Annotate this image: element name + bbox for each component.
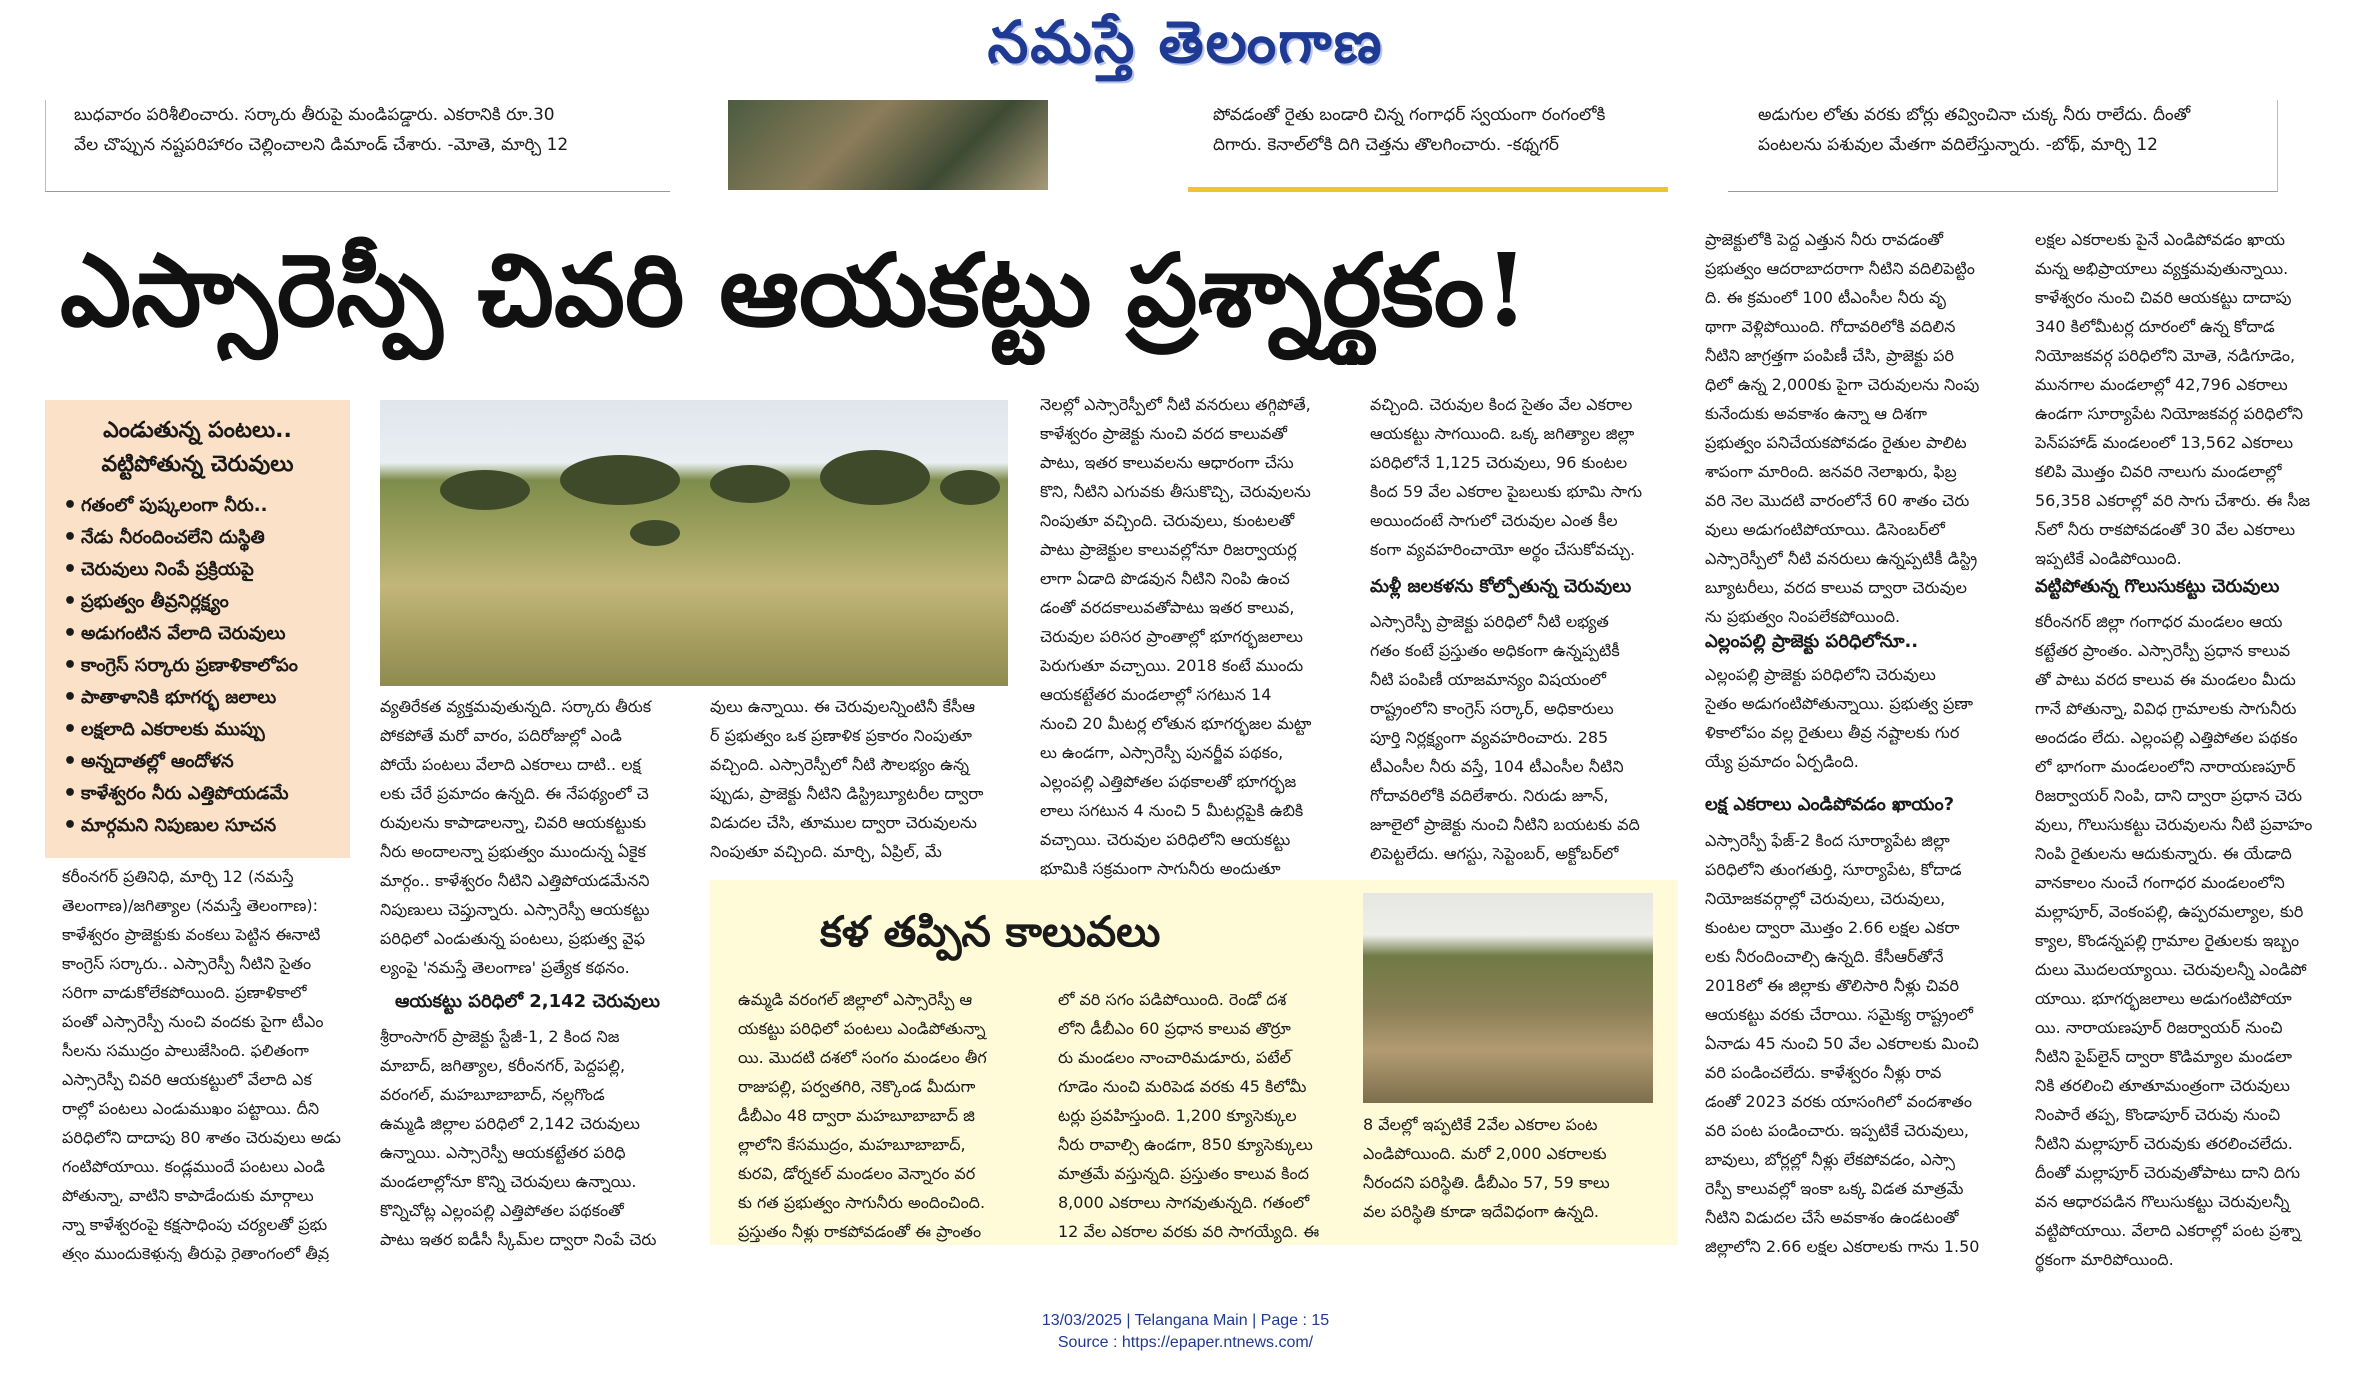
text-line: ఆయకట్టు వరకు చేరాయి. సమైక్య రాష్ట్రంలో	[1705, 1005, 1974, 1024]
text-line: భూమికి సక్రమంగా సాగునీరు అందుతూ	[1040, 859, 1281, 878]
text-line: వులు, గొలుసుకట్టు చెరువులను నీటి ప్రవాహం	[2035, 815, 2313, 834]
article-column-1	[62, 862, 362, 1262]
highlight-item: • ప్రభుత్వం తీవ్రనిర్లక్ష్యం	[61, 586, 334, 618]
text-line: కొని, నీటిని ఎగువకు తీసుకొచ్చి, చెరువులను	[1040, 482, 1311, 501]
highlights-title-line2: వట్టిపోతున్న చెరువులు	[101, 452, 294, 477]
text-line: ధిలో ఉన్న 2,000కు పైగా చెరువులను నింపు	[1705, 375, 1980, 394]
text-line: వరి నెల మొదటి వారంలోనే 60 శాతం చెరు	[1705, 491, 1970, 510]
canals-feature-title: కళ తప్పిన కాలువలు	[820, 907, 1161, 956]
text-line: ప్రభుత్వం ఆదరాబాదరాగా నీటిని వదిలిపెట్టిం	[1705, 259, 1975, 278]
text-line: కుంటల ద్వారా మొత్తం 2.66 లక్షల ఎకరా	[1705, 918, 1960, 937]
text-line: కట్టేతర ప్రాంతం. ఎస్సారెస్పీ ప్రధాన కాలువ	[2035, 641, 2291, 660]
highlight-item: • అన్నదాతల్లో ఆందోళన	[61, 746, 334, 778]
text-line: లకు చేరే ప్రమాదం ఉన్నది. ఈ నేపథ్యంలో చె	[380, 784, 649, 803]
article-column-4	[1040, 390, 1350, 885]
text-line: లోని డీబీఎం 60 ప్రధాన కాలువ తొర్రూ	[1058, 1019, 1291, 1038]
text-line: పాటు ప్రాజెక్టుల కాలువల్లోనూ రిజర్వాయర్ల	[1040, 540, 1297, 559]
footer-source-link[interactable]: Source : https://epaper.ntnews.com/	[1057, 1334, 1314, 1351]
text-line: వచ్చింది. చెరువుల కింద సైతం వేల ఎకరాల	[1370, 395, 1633, 414]
text-line: లో వరి సగం పడిపోయింది. రెండో దశ	[1058, 990, 1287, 1009]
text-line: మునగాల మండలాల్లో 42,796 ఎకరాలు	[2035, 375, 2288, 394]
text-line: లు ఉండగా, ఎస్సారెస్పీ పునర్జీవ పథకం,	[1040, 743, 1284, 762]
text-line: తెలంగాణ)/జగిత్యాల (నమస్తే తెలంగాణ):	[62, 896, 318, 915]
text-line: 8,000 ఎకరాలు సాగవుతున్నది. గతంలో	[1058, 1193, 1310, 1212]
text-line: నీరు రావాల్సి ఉండగా, 850 క్యూసెక్కులు	[1058, 1135, 1313, 1154]
text-line: వరి పంట పండించారు. ఇప్పటికే చెరువులు,	[1705, 1121, 1970, 1140]
text-line: కొన్నిచోట్ల ఎల్లంపల్లి ఎత్తిపోతల పథకంతో	[380, 1201, 624, 1220]
strip-photo	[728, 100, 1048, 190]
text-line: లో భాగంగా మండలంలోని నారాయణపూర్	[2035, 757, 2296, 776]
text-line: కాంగ్రెస్ సర్కారు.. ఎస్సారెస్పీ నీటిని సైతం	[62, 954, 312, 973]
text-line: డీబీఎం 48 ద్వారా మహబూబాబాద్ జి	[738, 1106, 975, 1125]
text-line: నీరు అందాలన్నా ప్రభుత్వం ముందున్న ఏకైక	[380, 842, 646, 861]
text-line: మల్లాపూర్, వెంకంపల్లి, ఉప్పరమల్యాల, కురి	[2035, 902, 2304, 921]
highlight-item: • పాతాళానికి భూగర్భ జలాలు	[61, 682, 334, 714]
text-line: పాటు, ఇతర కాలువలను ఆధారంగా చేసు	[1040, 453, 1294, 472]
text-line: నీటిని విడుదల చేసే అవకాశం ఉండటంతో	[1705, 1208, 1959, 1227]
text-line: యాయి. భూగర్భజలాలు అడుగంటిపోయా	[2035, 989, 2292, 1008]
text-line: రాల్లో పంటలు ఎండుముఖం పట్టాయి. దీని	[62, 1099, 320, 1118]
article-column-3	[710, 692, 1030, 872]
dry-field-photo	[380, 400, 1008, 686]
text-line: విడుదల చేసి, తూముల ద్వారా చెరువులను	[710, 813, 977, 832]
text-line: మన్న అభిప్రాయాలు వ్యక్తమవుతున్నాయి.	[2035, 259, 2289, 278]
newspaper-masthead: నమస్తే తెలంగాణ	[987, 8, 1384, 76]
text-line: యి. మొదటి దశలో సంగం మండలం తీగ	[738, 1048, 987, 1067]
text-line: పరిధిలోని దాదాపు 80 శాతం చెరువులు అడు	[62, 1128, 341, 1147]
text-line: ఎస్సారెస్పీ ప్రాజెక్టు పరిధిలో నీటి లభ్యత	[1370, 612, 1609, 631]
text-line: నీటిని మల్లాపూర్ చెరువుకు తరలించలేదు.	[2035, 1134, 2293, 1153]
text-line: పెన్‌పహాడ్ మండలంలో 13,562 ఎకరాలు	[2035, 433, 2293, 452]
column-5-subheading: మళ్లీ జలకళను కోల్పోతున్న చెరువులు	[1370, 576, 1632, 597]
text-line: అయిందంటే సాగులో చెరువుల ఎంత కీల	[1370, 511, 1618, 530]
text-line: యకట్టు పరిధిలో పంటలు ఎండిపోతున్నా	[738, 1019, 986, 1038]
text-line: వన ఆధారపడిన గొలుసుకట్టు చెరువులన్నీ	[2035, 1192, 2290, 1211]
text-line: కునేందుకు అవకాశం ఉన్నా ఆ దిశగా	[1705, 404, 1927, 423]
text-line: శ్రీరాంసాగర్ ప్రాజెక్టు స్టేజీ-1, 2 కింద నిజ	[380, 1027, 620, 1046]
text-line: బావులు, బోర్లల్లో నీళ్లు లేకపోవడం, ఎస్సా	[1705, 1150, 1956, 1169]
article-column-6-continued	[1705, 660, 2015, 780]
text-line: కాళేశ్వరం ప్రాజెక్టుకు వంకలు పెట్టిన ఈనాటి	[62, 925, 321, 944]
text-line: లాగా ఏడాది పొడవున నీటిని నింపి ఉంచ	[1040, 569, 1290, 588]
text-line: నింపి రైతులను ఆదుకున్నారు. ఈ యేడాది	[2035, 844, 2292, 863]
text-line: నెలల్లో ఎస్సారెస్పీలో నీటి వనరులు తగ్గిపోతే,	[1040, 395, 1311, 414]
text-line: నింపుతూ వచ్చింది. చెరువులు, కుంటలతో	[1040, 511, 1295, 530]
text-line: మండలాల్లోనూ కొన్ని చెరువులు ఉన్నాయి.	[380, 1172, 637, 1191]
text-line: ప్రాజెక్టులోకి పెద్ద ఎత్తున నీరు రావడంతో	[1705, 230, 1944, 249]
text-line: సీలను సముద్రం పాలుజేసింది. ఫలితంగా	[62, 1041, 309, 1060]
text-line: కలిపి మొత్తం చివరి నాలుగు మండలాల్లో	[2035, 462, 2282, 481]
highlight-item: • చెరువులు నింపే ప్రక్రియపై	[61, 554, 334, 586]
text-line: ఏనాడు 45 నుంచి 50 వేల ఎకరాలకు మించి	[1705, 1034, 1979, 1053]
text-line: పాటు ఇతర ఐడీసీ స్కీమ్‌ల ద్వారా నింపే చెరు	[380, 1230, 657, 1249]
text-line: ఎస్సారెస్పీ చివరి ఆయకట్టులో వేలాది ఎక	[62, 1070, 312, 1089]
text-line: వ్యతిరేకత వ్యక్తమవుతున్నది. సర్కారు తీరుక	[380, 697, 652, 716]
highlight-item: • కాంగ్రెస్ సర్కారు ప్రణాళికాలోపం	[61, 650, 334, 682]
text-line: టర్లు ప్రవహిస్తుంది. 1,200 క్యూసెక్కుల	[1058, 1106, 1297, 1125]
canals-column-c	[1363, 1110, 1668, 1240]
text-line: న్‌లో నీరు రాకపోవడంతో 30 వేల ఎకరాలు	[2035, 520, 2296, 539]
text-line: ఎస్సారెస్పీలో నీటి వనరులు ఉన్నప్పటికీ డిస్ట్రి	[1705, 549, 1978, 568]
text-line: పోతున్నా, వాటిని కాపాడేందుకు మార్గాలు	[62, 1186, 314, 1205]
text-line: ఎల్లంపల్లి ప్రాజెక్టు పరిధిలోని చెరువులు	[1705, 665, 1936, 684]
text-line: నియోజకవర్గ పరిధిలోని మోతె, నడిగూడెం,	[2035, 346, 2296, 365]
text-line: ను ప్రభుత్వం నింపలేకపోయింది.	[1705, 607, 1901, 626]
footer-date-edition: 13/03/2025 | Telangana Main | Page : 15	[1041, 1312, 1330, 1329]
text-line: ఉమ్మడి వరంగల్ జిల్లాలో ఎస్సారెస్పీ ఆ	[738, 990, 973, 1009]
text-line: గోదావరిలోకి వదిలేశారు. నిరుడు జూన్,	[1370, 786, 1609, 805]
text-line: ప్రస్తుతం నీళ్లు రాకపోవడంతో ఈ ప్రాంతం	[738, 1222, 982, 1241]
text-line: లక్షల ఎకరాలకు పైనే ఎండిపోవడం ఖాయ	[2035, 230, 2285, 249]
text-line: జిల్లాలోని 2.66 లక్షల ఎకరాలకు గాను 1.50	[1705, 1237, 1980, 1256]
text-line: ది. ఈ క్రమంలో 100 టీఎంసీల నీరు వృ	[1705, 288, 1946, 307]
text-line: కాళేశ్వరం ప్రాజెక్టు నుంచి వరద కాలువతో	[1040, 424, 1288, 443]
text-line: వల పరిస్థితి కూడా ఇదేవిధంగా ఉన్నది.	[1363, 1202, 1600, 1221]
text-line: వానకాలం నుంచే గంగాధర మండలంలోని	[2035, 873, 2285, 892]
text-line: పోయే పంటలు వేలాది ఎకరాలు దాటి.. లక్ష	[380, 755, 641, 774]
text-line: రెస్పీ కాలువల్లో ఇంకా ఒక్క విడత మాత్రమే	[1705, 1179, 1964, 1198]
text-line: రాష్ట్రంలోని కాంగ్రెస్ సర్కార్, అధికారులు	[1370, 699, 1614, 718]
text-line: ఉండగా సూర్యాపేట నియోజకవర్గ పరిధిలోని	[2035, 404, 2303, 423]
text-line: కు గత ప్రభుత్వం సాగునీరు అందించింది.	[738, 1193, 986, 1212]
text-line: ఎస్సారెస్పీ ఫేజ్-2 కింద సూర్యాపేట జిల్లా	[1705, 831, 1950, 850]
text-line: క్యాల, కొండన్నపల్లి గ్రామాల రైతులకు ఇబ్బం	[2035, 931, 2300, 950]
text-line: ఉన్నాయి. ఎస్సారెస్పీ ఆయకట్టేతర పరిధి	[380, 1143, 626, 1162]
text-line: వేల చొప్పున నష్టపరిహారం చెల్లించాలని డిమాండ్ చేశారు. -మోతె, మార్చి 12	[74, 135, 569, 155]
text-line: లాలు సగటున 4 నుంచి 5 మీటర్లపైకి ఉబికి	[1040, 801, 1304, 820]
article-column-2-continued	[380, 1022, 690, 1262]
text-line: పరిధిలోనే 1,125 చెరువులు, 96 కుంటల	[1370, 453, 1628, 472]
text-line: వచ్చాయి. చెరువుల పరిధిలోని ఆయకట్టు	[1040, 830, 1291, 849]
text-line: త్వం ముందుకెళ్తున్న తీరుపై రైతాంగంలో తీవ్ర	[62, 1244, 330, 1262]
text-line: ప్రభుత్వం పనిచేయకపోవడం రైతుల పాలిట	[1705, 433, 1967, 452]
text-line: నీటిని పైప్‌లైన్ ద్వారా కొడిమ్యాల మండలా	[2035, 1047, 2292, 1066]
text-line: దీంతో మల్లాపూర్ చెరువుతోపాటు దాని దిగు	[2035, 1163, 2301, 1182]
text-line: కంగా వ్యవహరించాయో అర్థం చేసుకోవచ్చు.	[1370, 540, 1636, 559]
text-line: ఉమ్మడి జిల్లాల పరిధిలో 2,142 చెరువులు	[380, 1114, 640, 1133]
text-line: గూడెం నుంచి మరిపెడ వరకు 45 కిలోమీ	[1058, 1077, 1307, 1096]
text-line: 12 వేల ఎకరాల వరకు వరి సాగయ్యేది. ఈ	[1058, 1222, 1320, 1241]
article-column-5-continued	[1370, 607, 1680, 872]
text-line: కరీంనగర్ జిల్లా గంగాధర మండలం ఆయ	[2035, 612, 2283, 631]
text-line: వచ్చింది. ఎస్సారెస్పీలో నీటి సౌలభ్యం ఉన్న	[710, 755, 969, 774]
text-line: నింపుతూ వచ్చింది. మార్చి, ఏప్రిల్, మే	[710, 842, 942, 861]
text-line: చెరువుల పరిసర ప్రాంతాల్లో భూగర్భజలాలు	[1040, 627, 1303, 646]
text-line: సరిగా వాడుకోలేకపోయింది. ప్రణాళికాలో	[62, 983, 307, 1002]
page-footer	[0, 1310, 2371, 1354]
text-line: 2018లో ఈ జిల్లాకు తొలిసారి నీళ్లు చివరి	[1705, 976, 1960, 995]
text-line: వరంగల్, మహబూబాబాద్, నల్లగొండ	[380, 1085, 605, 1104]
text-line: రు మండలం నాంచారిమడూరు, పటేల్	[1058, 1048, 1291, 1067]
text-line: వులు అడుగంటిపోయాయి. డిసెంబర్‌లో	[1705, 520, 1945, 539]
highlight-item: • మార్గమని నిపుణుల సూచన	[61, 810, 334, 842]
text-line: నికి తరలించి తూతూమంత్రంగా చెరువులు	[2035, 1076, 2290, 1095]
article-column-7-continued	[2035, 607, 2350, 1277]
article-column-7	[2035, 225, 2350, 575]
text-line: జూలైలో ప్రాజెక్టు నుంచి నీటిని బయటకు వది	[1370, 815, 1640, 834]
previous-article-strip-left	[45, 100, 670, 192]
text-line: డంతో వరదకాలువతోపాటు ఇతర కాలువ,	[1040, 598, 1295, 617]
text-line: శాపంగా మారింది. జనవరి నెలాఖరు, ఫిబ్ర	[1705, 462, 1957, 481]
highlight-item: • గతంలో పుష్కలంగా నీరు..	[61, 490, 334, 522]
text-line: ఎండిపోయింది. మరో 2,000 ఎకరాలకు	[1363, 1144, 1607, 1163]
text-line: టీఎంసీల నీరు వస్తే, 104 టీఎంసీల నీటిని	[1370, 757, 1624, 776]
text-line: కాళేశ్వరం నుంచి చివరి ఆయకట్టు దాదాపు	[2035, 288, 2292, 307]
highlights-title-line1: ఎండుతున్న పంటలు..	[103, 418, 292, 443]
text-line: వులు ఉన్నాయి. ఈ చెరువులన్నింటినీ కేసీఆ	[710, 697, 975, 716]
text-line: య్యే ప్రమాదం ఏర్పడింది.	[1705, 752, 1859, 771]
text-line: నీటి పంపిణీ యాజమాన్యం విషయంలో	[1370, 670, 1606, 689]
text-line: ఎల్లంపల్లి ఎత్తిపోతల పథకాలతో భూగర్భజ	[1040, 772, 1297, 791]
text-line: థాగా వెళ్లిపోయింది. గోదావరిలోకి వదిలిన	[1705, 317, 1956, 336]
article-column-6-continued-2	[1705, 826, 2015, 1266]
text-line: ప్పుడు, ప్రాజెక్టు నీటిని డిస్ట్రిబ్యూటరీల ద్వారా	[710, 784, 984, 803]
text-line: నీరందని పరిస్థితి. డీబీఎం 57, 59 కాలు	[1363, 1173, 1610, 1192]
text-line: వరి పండించలేదు. కాళేశ్వరం నీళ్లు రావ	[1705, 1063, 1942, 1082]
dry-canal-photo	[1363, 893, 1653, 1103]
text-line: ళికాలోపం వల్ల రైతులు తీవ్ర నష్టాలకు గుర	[1705, 723, 1960, 742]
text-line: నిపుణులు చెప్తున్నారు. ఎస్సారెస్పీ ఆయకట్టు	[380, 900, 650, 919]
text-line: యి. నారాయణపూర్ రిజర్వాయర్ నుంచి	[2035, 1018, 2283, 1037]
text-line: రిజర్వాయర్ నింపి, దాని ద్వారా ప్రధాన చెరు	[2035, 786, 2303, 805]
text-line: 340 కిలోమీటర్ల దూరంలో ఉన్న కోదాడ	[2035, 317, 2275, 336]
column-6-subheading-2: లక్ష ఎకరాలు ఎండిపోవడం ఖాయం?	[1705, 794, 1955, 815]
text-line: న్నా కాళేశ్వరంపై కక్షసాధింపు చర్యలతో ప్రభు	[62, 1215, 328, 1234]
text-line: మాబాద్, జగిత్యాల, కరీంనగర్, పెద్దపల్లి,	[380, 1056, 626, 1075]
text-line: పంటలను పశువుల మేతగా వదిలేస్తున్నారు. -బోథ్, మార్చి 12	[1758, 135, 2158, 155]
text-line: నియోజకవర్గాల్లో చెరువులు, చెరువులు,	[1705, 889, 1946, 908]
article-column-5	[1370, 390, 1680, 570]
article-column-6	[1705, 225, 2015, 635]
text-line: మాత్రమే వస్తున్నది. ప్రస్తుతం కాలువ కింద	[1058, 1164, 1309, 1183]
article-column-2	[380, 692, 690, 982]
text-line: అందడం లేదు. ఎల్లంపల్లి ఎత్తిపోతల పథకం	[2035, 728, 2298, 747]
column-7-subheading: వట్టిపోతున్న గొలుసుకట్టు చెరువులు	[2035, 576, 2280, 597]
text-line: పూర్తి నిర్లక్ష్యంగా వ్యవహరించారు. 285	[1370, 728, 1609, 747]
main-headline: ఎస్సారెస్పీ చివరి ఆయకట్టు ప్రశ్నార్థకం!	[60, 231, 1529, 349]
text-line: పరిధిలోని తుంగతుర్తి, సూర్యాపేట, కోదాడ	[1705, 860, 1962, 879]
text-line: గతం కంటే ప్రస్తుతం అధికంగా ఉన్నప్పటికీ	[1370, 641, 1620, 660]
text-line: ఇప్పటికే ఎండిపోయింది.	[2035, 549, 2182, 568]
text-line: డంతో 2023 వరకు యాసంగిలో వందశాతం	[1705, 1092, 1972, 1111]
canals-column-b	[1058, 985, 1358, 1255]
text-line: బ్యూటరీలు, వరద కాలువ ద్వారా చెరువుల	[1705, 578, 1967, 597]
text-line: రాజుపల్లి, పర్వతగిరి, నెక్కొండ మీదుగా	[738, 1077, 976, 1096]
text-line: పోవడంతో రైతు బండారి చిన్న గంగాధర్ స్వయంగా రంగంలోకి	[1213, 105, 1606, 125]
previous-article-strip-right	[1728, 100, 2278, 192]
text-line: బుధవారం పరిశీలించారు. సర్కారు తీరుపై మండిపడ్డారు. ఎకరానికి రూ.30	[74, 105, 555, 125]
text-line: నీటిని జాగ్రత్తగా పంపిణీ చేసి, ప్రాజెక్టు పరి	[1705, 346, 1954, 365]
text-line: సైతం అడుగంటిపోతున్నాయి. ప్రభుత్వ ప్రణా	[1705, 694, 1974, 713]
text-line: నుంచి 20 మీటర్ల లోతున భూగర్భజల మట్టా	[1040, 714, 1312, 733]
text-line: పెరుగుతూ వచ్చాయి. 2018 కంటే ముందు	[1040, 656, 1304, 675]
text-line: మార్గం.. కాళేశ్వరం నీటిని ఎత్తిపోయడమేనని	[380, 871, 650, 890]
previous-article-strip-middle	[1188, 100, 1668, 192]
text-line: రువులను కాపాడాలన్నా, చివరి ఆయకట్టుకు	[380, 813, 647, 832]
highlights-box	[45, 400, 350, 858]
text-line: నింపారే తప్ప, కొండాపూర్ చెరువు నుంచి	[2035, 1105, 2281, 1124]
highlight-item: • లక్షలాది ఎకరాలకు ముప్పు	[61, 714, 334, 746]
text-line: 56,358 ఎకరాల్లో వరి సాగు చేశారు. ఈ సీజ	[2035, 491, 2311, 510]
text-line: ఆయకట్టేతర మండలాల్లో సగటున 14	[1040, 685, 1272, 704]
highlight-item: • అడుగంటిన వేలాది చెరువులు	[61, 618, 334, 650]
text-line: ర్థకంగా మారిపోయింది.	[2035, 1250, 2174, 1269]
text-line: 8 వేలల్లో ఇప్పటికే 2వేల ఎకరాల పంట	[1363, 1115, 1598, 1134]
text-line: లిపెట్టలేదు. ఆగస్టు, సెప్టెంబర్, అక్టోబర్‌లో	[1370, 844, 1619, 863]
text-line: దిగారు. కెనాల్‌లోకి దిగి చెత్తను తొలగించారు. -కథ్నగర్	[1213, 135, 1559, 155]
text-line: కరీంనగర్ ప్రతినిధి, మార్చి 12 (నమస్తే	[62, 867, 294, 886]
text-line: ల్యంపై 'నమస్తే తెలంగాణ' ప్రత్యేక కథనం.	[380, 958, 630, 977]
text-line: దులు మొదలయ్యాయి. చెరువులన్నీ ఎండిపో	[2035, 960, 2307, 979]
text-line: పోకపోతే మరో వారం, పదిరోజుల్లో ఎండి	[380, 726, 622, 745]
text-line: ల్లాలోని కేసముద్రం, మహబూబాబాద్,	[738, 1135, 966, 1154]
highlight-item: • కాళేశ్వరం నీరు ఎత్తిపోయడమే	[61, 778, 334, 810]
text-line: అడుగుల లోతు వరకు బోర్లు తవ్వించినా చుక్క నీరు రాలేదు. దీంతో	[1758, 105, 2191, 125]
text-line: వట్టిపోయాయి. వేలాది ఎకరాల్లో పంట ప్రశ్నా	[2035, 1221, 2301, 1240]
column-6-subheading: ఎల్లంపల్లి ప్రాజెక్టు పరిధిలోనూ..	[1705, 631, 1919, 652]
text-line: పంతో ఎస్సారెస్పీ నుంచి వందకు పైగా టీఎం	[62, 1012, 324, 1031]
text-line: కింద 59 వేల ఎకరాల పైబలుకు భూమి సాగు	[1370, 482, 1643, 501]
canals-column-a	[738, 985, 1050, 1255]
text-line: లకు నీరందించాల్సి ఉన్నది. కేసీఆర్‌తోనే	[1705, 947, 1944, 966]
text-line: గంటిపోయాయి. కండ్లముందే పంటలు ఎండి	[62, 1157, 325, 1176]
text-line: కురవి, డోర్నకల్ మండలం వెన్నారం వర	[738, 1164, 976, 1183]
highlight-item: • నేడు నీరందించలేని దుస్థితి	[61, 522, 334, 554]
text-line: తో పాటు వరద కాలువ ఈ మండలం మీదు	[2035, 670, 2296, 689]
highlights-list	[61, 490, 334, 842]
text-line: పరిధిలో ఎండుతున్న పంటలు, ప్రభుత్వ వైఫ	[380, 929, 645, 948]
text-line: ఆయకట్టు సాగయింది. ఒక్క జగిత్యాల జిల్లా	[1370, 424, 1635, 443]
column-2-subheading: ఆయకట్టు పరిధిలో 2,142 చెరువులు	[395, 991, 661, 1012]
text-line: గానే పోతున్నా, వివిధ గ్రామాలకు సాగునీరు	[2035, 699, 2297, 718]
text-line: ర్ ప్రభుత్వం ఒక ప్రణాళిక ప్రకారం నింపుతూ	[710, 726, 972, 745]
